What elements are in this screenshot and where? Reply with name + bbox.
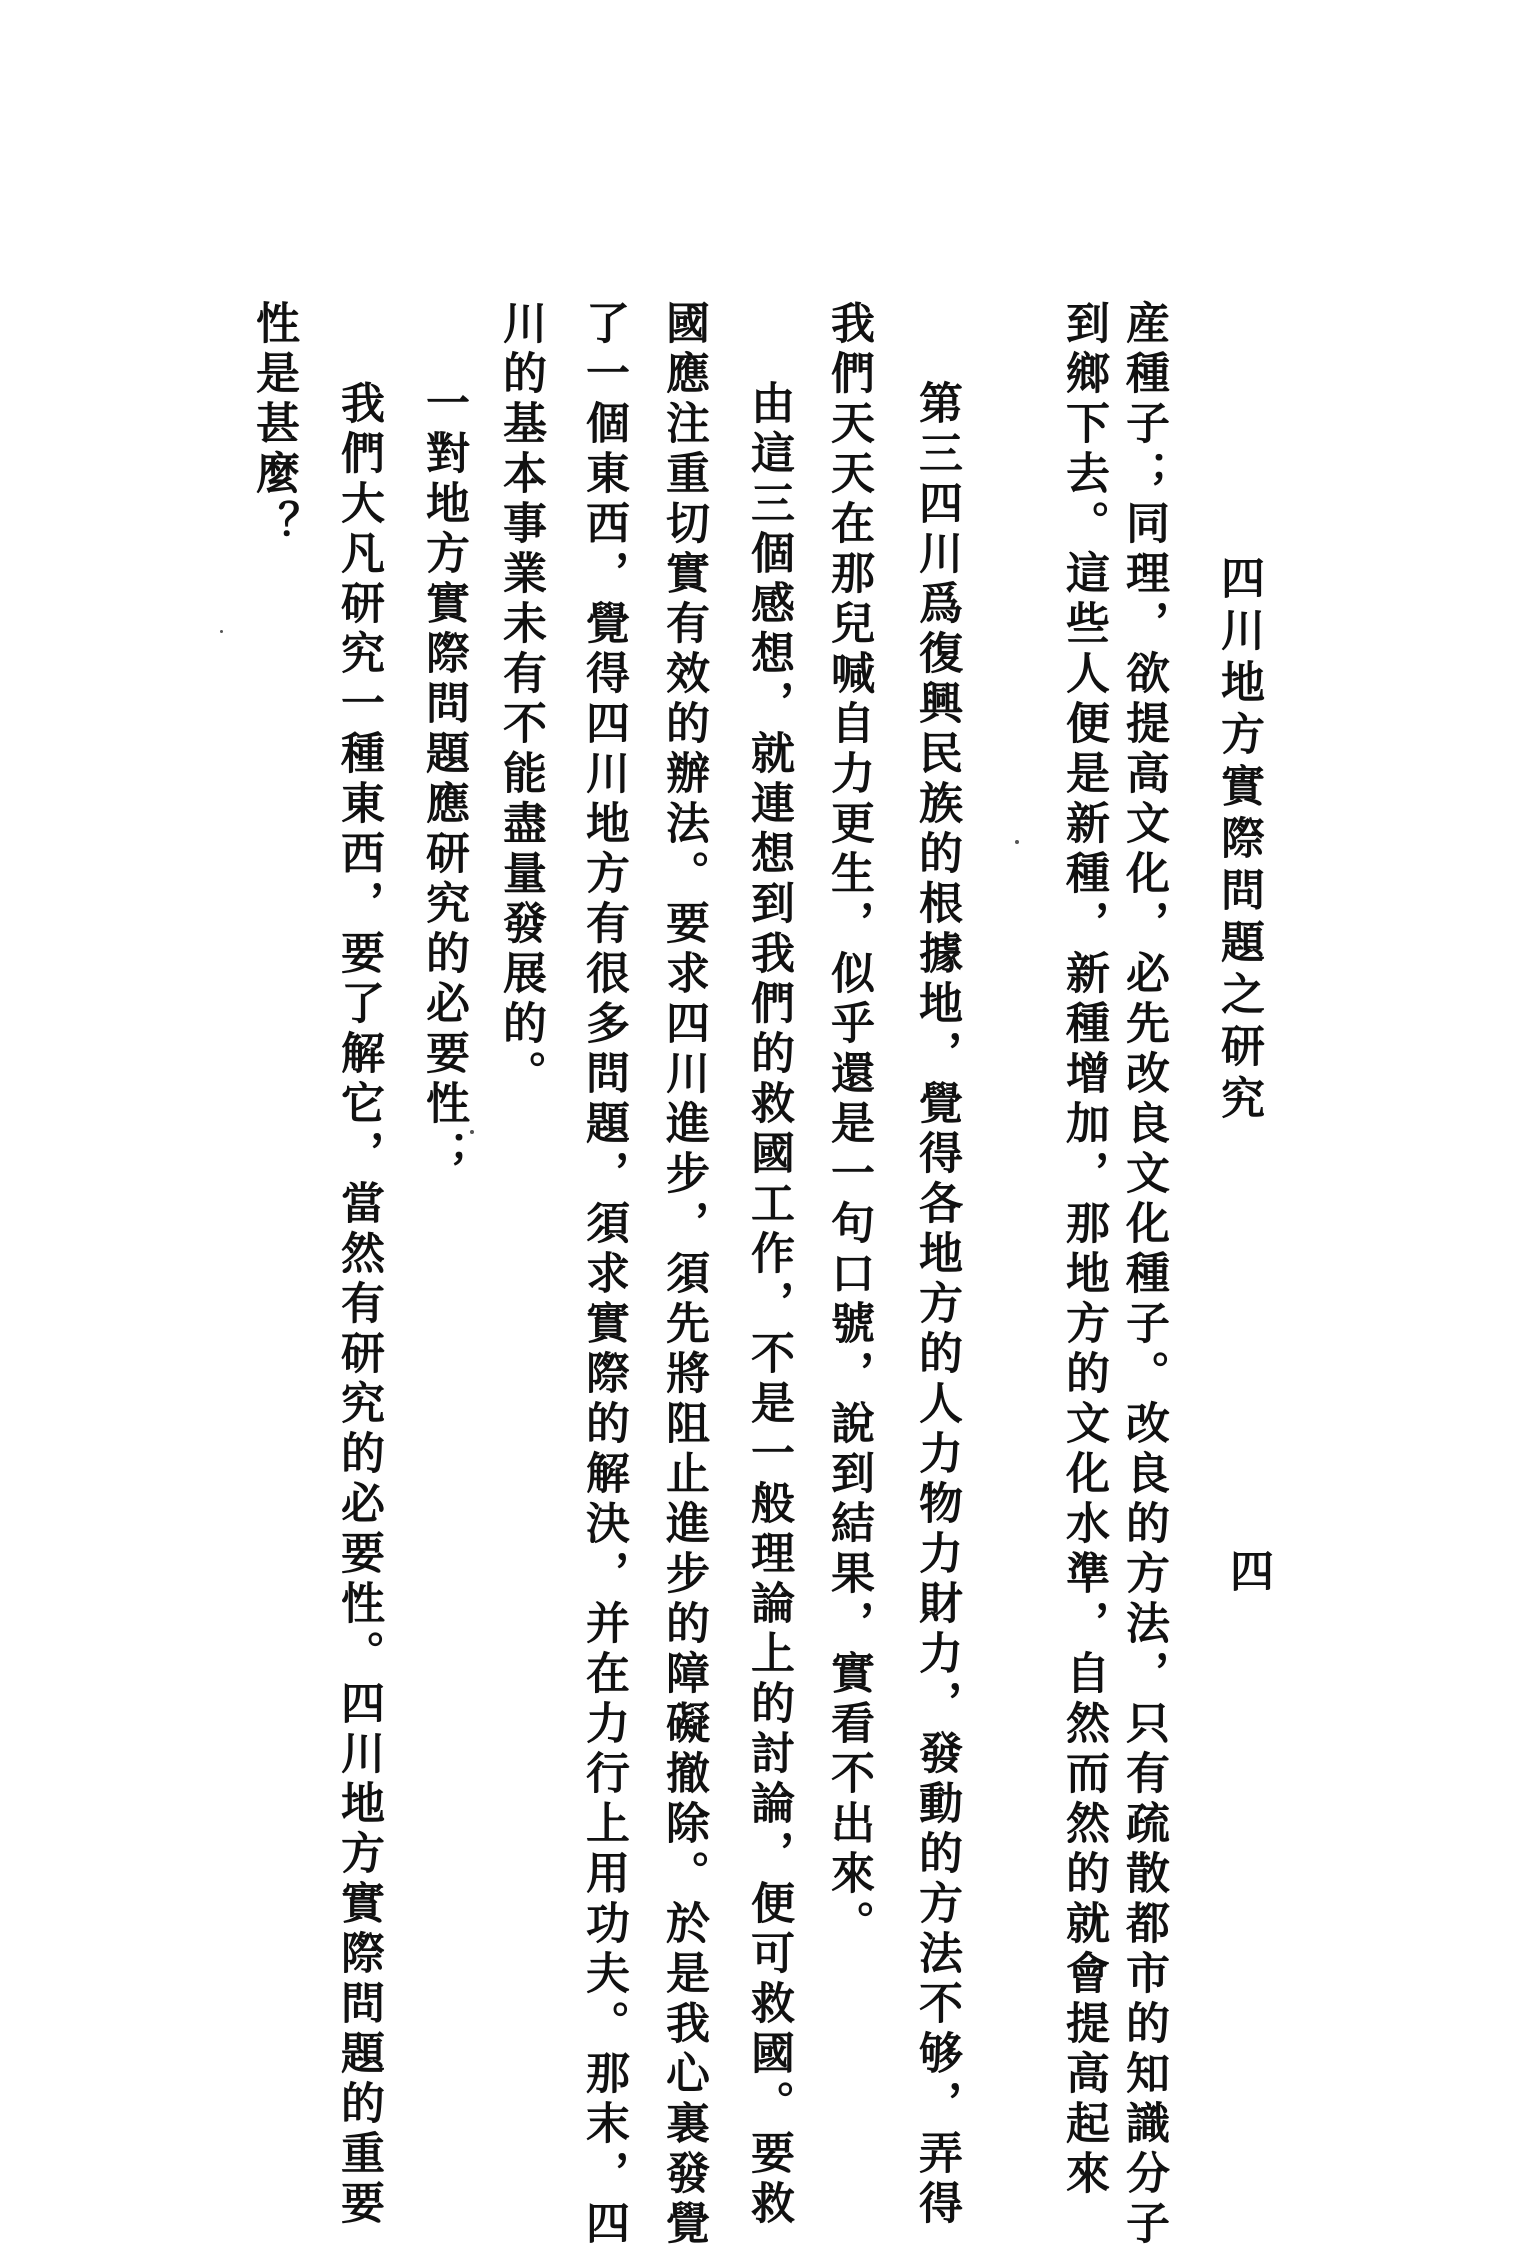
text-column-2: 到鄉下去。這些人便是新種，新種增加，那地方的文化水準，自然而然的就會提高起來 [1058,300,1109,2200]
text-column-10: 性是甚麼？ [248,300,299,550]
print-speck [470,1130,474,1134]
print-speck [1015,840,1019,844]
text-column-5: 由這三個感想，就連想到我們的救國工作，不是一般理論上的討論，便可救國。要救 [743,380,794,2230]
section-heading: 一對地方實際問題應研究的必要性； [418,380,469,1180]
text-column-7: 了一個東西，覺得四川地方有很多問題，須求實際的解決，并在力行上用功夫。那末，四 [578,300,629,2250]
print-speck [220,630,223,633]
text-column-9: 我們大凡研究一種東西，要了解它，當然有研究的必要性。四川地方實際問題的重要 [333,380,384,2230]
running-header-title: 四川地方實際問題之研究 [1213,555,1264,1127]
text-column-3: 第三四川爲復興民族的根據地，覺得各地方的人力物力財力，發動的方法不够，弄得 [911,380,962,2230]
text-column-4: 我們天天在那兒喊自力更生，似乎還是一句口號，說到結果，實看不出來。 [823,300,874,1950]
text-column-1: 産種子；同理，欲提高文化，必先改良文化種子。改良的方法，只有疏散都市的知識分子 [1118,300,1169,2250]
text-column-6: 國應注重切實有效的辦法。要求四川進步，須先將阻止進步的障礙撤除。於是我心裏發覺 [658,300,709,2250]
page-number: 四 [1222,1548,1273,1592]
text-column-8: 川的基本事業未有不能盡量發展的。 [495,300,546,1100]
